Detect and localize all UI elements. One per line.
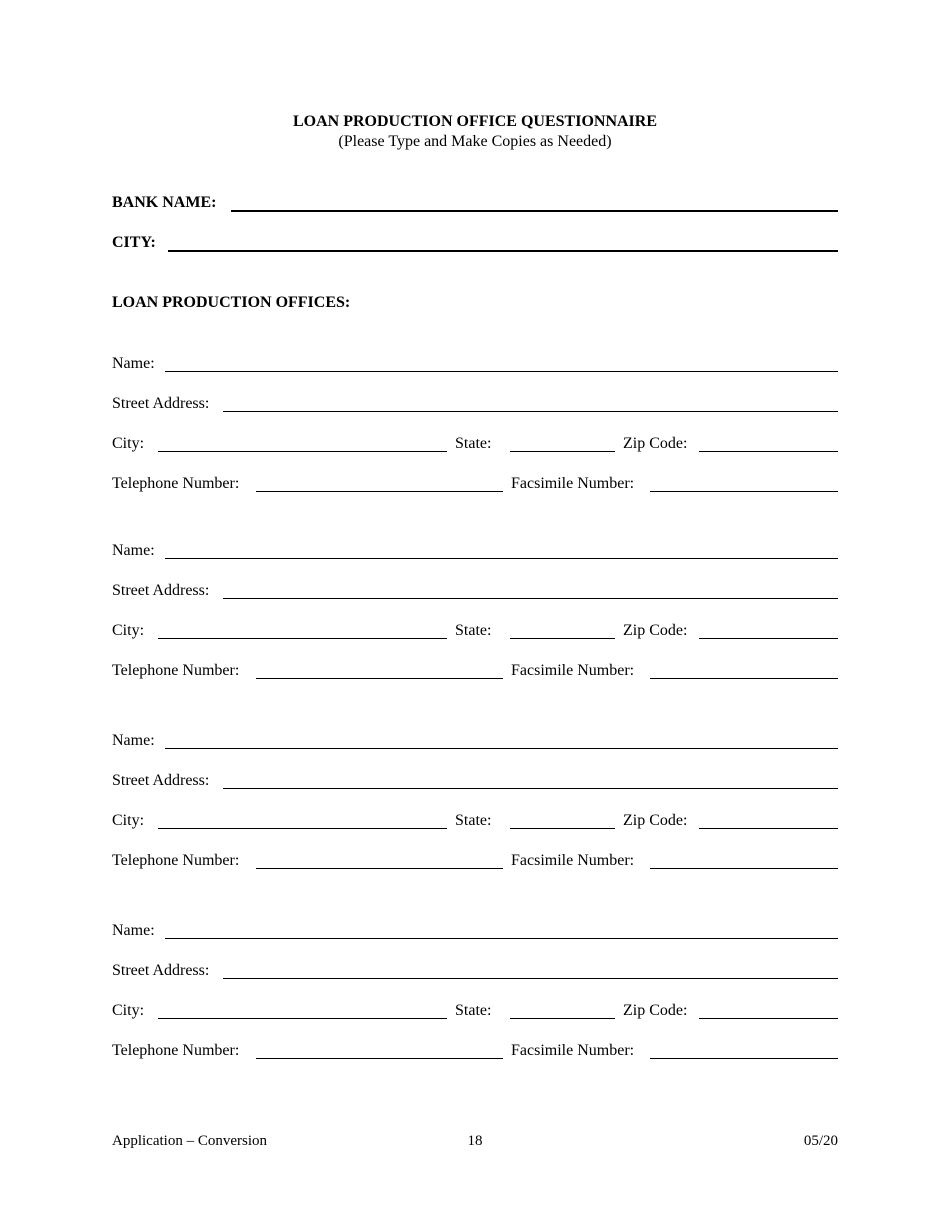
office-3-state-label: State: (455, 812, 492, 829)
office-1-name-label: Name: (112, 355, 155, 372)
footer-left: Application – Conversion (112, 1133, 267, 1149)
office-4-name-field[interactable] (165, 938, 838, 939)
office-3-name-field[interactable] (165, 748, 838, 749)
office-3-name-label: Name: (112, 732, 155, 749)
office-3-telephone-label: Telephone Number: (112, 852, 240, 869)
office-4-fax-label: Facsimile Number: (511, 1042, 635, 1059)
office-1-telephone-label: Telephone Number: (112, 475, 240, 492)
office-2-fax-label: Facsimile Number: (511, 662, 635, 679)
page-number: 18 (467, 1133, 483, 1149)
office-3-zip-label: Zip Code: (623, 812, 688, 829)
office-3-city-label: City: (112, 812, 145, 829)
office-4-street-label: Street Address: (112, 962, 210, 979)
office-1-city-label: City: (112, 435, 145, 452)
office-4-telephone-label: Telephone Number: (112, 1042, 240, 1059)
office-4-name-label: Name: (112, 922, 155, 939)
office-3-street-label: Street Address: (112, 772, 210, 789)
office-1-fax-label: Facsimile Number: (511, 475, 635, 492)
office-2-street-field[interactable] (223, 598, 838, 599)
office-2-city-field[interactable] (158, 638, 447, 639)
office-1-state-field[interactable] (510, 451, 615, 452)
office-4-zip-label: Zip Code: (623, 1002, 688, 1019)
footer-date: 05/20 (803, 1133, 838, 1149)
office-1-street-field[interactable] (223, 411, 838, 412)
office-4-fax-field[interactable] (650, 1058, 838, 1059)
office-2-telephone-field[interactable] (256, 678, 503, 679)
office-3-telephone-field[interactable] (256, 868, 503, 869)
office-4-city-field[interactable] (158, 1018, 447, 1019)
bank-city-label: CITY: (112, 234, 156, 251)
office-2-state-label: State: (455, 622, 492, 639)
office-2-state-field[interactable] (510, 638, 615, 639)
office-3-state-field[interactable] (510, 828, 615, 829)
office-1-street-label: Street Address: (112, 395, 210, 412)
office-1-telephone-field[interactable] (256, 491, 503, 492)
office-1-fax-field[interactable] (650, 491, 838, 492)
office-4-city-label: City: (112, 1002, 145, 1019)
form-title: LOAN PRODUCTION OFFICE QUESTIONNAIRE (292, 113, 658, 130)
office-2-zip-label: Zip Code: (623, 622, 688, 639)
office-2-street-label: Street Address: (112, 582, 210, 599)
office-1-name-field[interactable] (165, 371, 838, 372)
bank-name-field[interactable] (231, 210, 838, 212)
office-4-state-field[interactable] (510, 1018, 615, 1019)
office-3-city-field[interactable] (158, 828, 447, 829)
office-4-telephone-field[interactable] (256, 1058, 503, 1059)
office-2-city-label: City: (112, 622, 145, 639)
office-3-fax-field[interactable] (650, 868, 838, 869)
office-2-name-field[interactable] (165, 558, 838, 559)
office-4-zip-field[interactable] (699, 1018, 838, 1019)
office-4-street-field[interactable] (223, 978, 838, 979)
office-4-state-label: State: (455, 1002, 492, 1019)
section-title: LOAN PRODUCTION OFFICES: (112, 294, 351, 311)
form-subtitle: (Please Type and Make Copies as Needed) (338, 133, 612, 150)
office-3-fax-label: Facsimile Number: (511, 852, 635, 869)
office-1-city-field[interactable] (158, 451, 447, 452)
bank-city-field[interactable] (168, 250, 838, 252)
office-3-zip-field[interactable] (699, 828, 838, 829)
office-1-state-label: State: (455, 435, 492, 452)
office-2-zip-field[interactable] (699, 638, 838, 639)
office-2-telephone-label: Telephone Number: (112, 662, 240, 679)
office-1-zip-field[interactable] (699, 451, 838, 452)
office-1-zip-label: Zip Code: (623, 435, 688, 452)
office-2-name-label: Name: (112, 542, 155, 559)
bank-name-label: BANK NAME: (112, 194, 217, 211)
office-2-fax-field[interactable] (650, 678, 838, 679)
office-3-street-field[interactable] (223, 788, 838, 789)
